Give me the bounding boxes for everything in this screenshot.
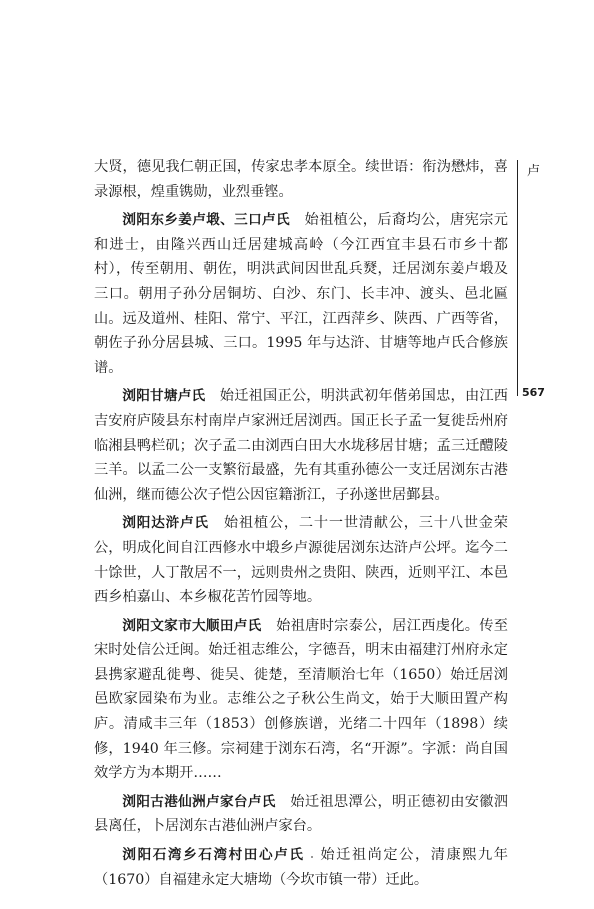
paragraph-lu-shiwan [94,843,508,892]
margin-rule [517,160,518,396]
paragraph-lu-gantang [94,384,508,507]
paragraph-body: 大贤，德见我仁朝正国，传家忠孝本原全。续世语：衔沩懋炜，喜录源根，煌重镌勋，业烈垂铿。 [94,159,508,200]
paragraph-lu-dahu [94,511,508,609]
paragraph-heading: 浏阳文家市大顺田卢氏 [122,617,262,634]
paragraph-lu-jianglu [94,208,508,380]
running-head: 卢 [527,164,541,179]
scan-dot [311,856,313,858]
paragraph-body: 始迁祖国正公，明洪武初年偕弟国忠，由江西吉安府庐陵县东村南岸卢家洲迁居浏西。国正长子孟一复徙岳州府临湘县鸭栏矶；次子孟二由浏西白田大水垅移居甘塘；孟三迁醴陵三羊。以孟二公一支繁衍最盛，先有其重孙德公一支迁居浏东古港仙洲，继而德公次子恺公因宦籍浙江，子孙遂世居鄞县。 [94,388,508,503]
paragraph-lu-xianzhou [94,790,508,839]
paragraph-heading: 浏阳甘塘卢氏 [122,388,206,405]
paragraph-body: 始迁祖思潭公，明正德初由安徽泗县离任，卜居浏东古港仙洲卢家台。 [94,793,508,835]
paragraph-body: 始祖植公，二十一世清献公，三十八世金荣公，明成化间自江西修水中塅乡卢源徙居浏东达浒卢公坪。迄今二十馀世，人丁散居不一，远则贵州之贵阳、陕西，近则平江、本邑西乡柏嘉山、本乡椒花苦竹园等地。 [94,515,508,606]
page-number: 567 [522,386,545,399]
paragraph-heading: 浏阳达浒卢氏 [122,515,209,532]
paragraph-body: 始祖植公，后裔均公，唐宪宗元和进士，由隆兴西山迁居建城高岭（今江西宜丰县石市乡十都村），传至朝用、朝佐，明洪武间因世乱兵燹，迁居浏东姜卢塅及三口。朝用子孙分居铜坊、白沙、东门、长丰冲、渡头、邑北匾山。远及道州、桂阳、常宁、平江，江西萍乡、陕西、广西等省，朝佐子孙分居县城、三口。1995 年与达浒、甘塘等地卢氏合修族谱。 [94,212,508,376]
paragraph-heading: 浏阳石湾乡石湾村田心卢氏 [122,847,305,864]
paragraph-continuation [94,155,508,204]
paragraph-lu-dashuntian [94,614,508,786]
paragraph-body: 始祖唐时宗泰公，居江西虔化。传至宋时处信公迁闽。始迁祖志维公，字德吾，明末由福建汀州府永定县携家避乱徙粤、徙吴、徙楚，至清顺治七年（1650）始迁居浏邑欧家园染布为业。志维公之子秋公生尚文，始于大顺田置产构庐。清咸丰三年（1853）创修族谱，光绪二十四年（1898）续修，1940 年三修。宗祠建于浏东石湾，名“开源”。字派：尚自国效学方为本期开…… [94,617,508,782]
paragraph-heading: 浏阳古港仙洲卢家台卢氏 [122,793,276,810]
document-body [94,155,508,892]
paragraph-heading: 浏阳东乡姜卢塅、三口卢氏 [122,212,290,229]
paragraph-body: 始迁祖尚定公，清康熙九年（1670）自福建永定大塘坳（今坎市镇一带）迁此。 [94,847,508,888]
